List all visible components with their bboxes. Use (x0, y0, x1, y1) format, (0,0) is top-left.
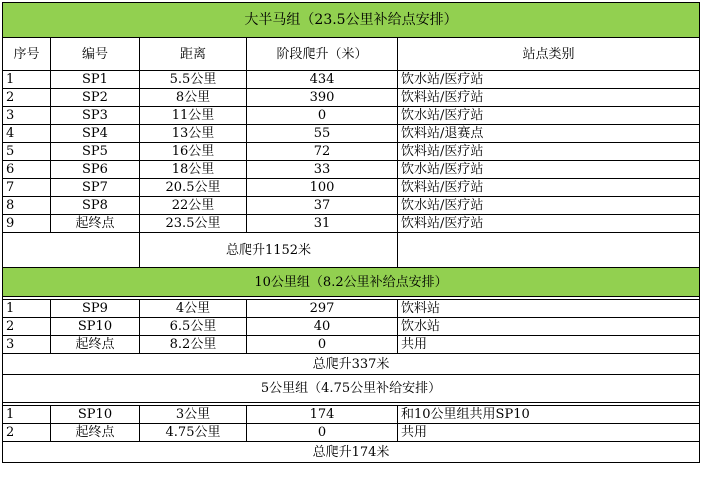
row-no: 1 (3, 300, 51, 318)
row-code: SP3 (51, 107, 140, 125)
row-climb: 390 (247, 89, 398, 107)
row-code: 起终点 (51, 424, 140, 442)
row-no: 9 (3, 215, 51, 233)
row-climb: 100 (247, 179, 398, 197)
row-type: 饮料站 (398, 300, 700, 318)
header-distance: 距离 (140, 38, 247, 71)
row-code: SP5 (51, 143, 140, 161)
section2-title-row (3, 268, 700, 297)
row-no: 4 (3, 125, 51, 143)
table-row (3, 215, 700, 233)
section1-total-blank-right (398, 233, 700, 268)
row-code: SP2 (51, 89, 140, 107)
row-climb: 31 (247, 215, 398, 233)
row-distance: 22公里 (140, 197, 247, 215)
row-climb: 174 (247, 406, 398, 424)
row-distance: 16公里 (140, 143, 247, 161)
section1-total-blank (3, 233, 140, 268)
row-no: 2 (3, 318, 51, 336)
row-no: 8 (3, 197, 51, 215)
row-code: SP7 (51, 179, 140, 197)
row-climb: 0 (247, 107, 398, 125)
table-row (3, 107, 700, 125)
row-climb: 0 (247, 336, 398, 354)
section1-total-row (3, 233, 700, 268)
row-climb: 0 (247, 424, 398, 442)
row-no: 7 (3, 179, 51, 197)
row-distance: 4.75公里 (140, 424, 247, 442)
section3-total: 总爬升174米 (3, 442, 700, 463)
row-no: 1 (3, 406, 51, 424)
row-type: 饮水站 (398, 318, 700, 336)
section3-title: 5公里组（4.75公里补给安排） (3, 375, 700, 403)
row-code: SP6 (51, 161, 140, 179)
supply-station-sheet (2, 2, 699, 463)
row-type: 共用 (398, 336, 700, 354)
column-header-row (3, 38, 700, 71)
row-no: 6 (3, 161, 51, 179)
table-row (3, 179, 700, 197)
row-distance: 5.5公里 (140, 71, 247, 89)
row-distance: 23.5公里 (140, 215, 247, 233)
row-distance: 6.5公里 (140, 318, 247, 336)
row-type: 饮料站/医疗站 (398, 215, 700, 233)
row-distance: 8.2公里 (140, 336, 247, 354)
row-type: 饮料站/医疗站 (398, 179, 700, 197)
row-code: SP9 (51, 300, 140, 318)
row-distance: 20.5公里 (140, 179, 247, 197)
row-no: 3 (3, 107, 51, 125)
table-row (3, 197, 700, 215)
row-distance: 3公里 (140, 406, 247, 424)
row-distance: 8公里 (140, 89, 247, 107)
section1-title: 大半马组（23.5公里补给点安排） (3, 3, 700, 38)
table-row (3, 406, 700, 424)
row-type: 饮料站/医疗站 (398, 89, 700, 107)
section2-total: 总爬升337米 (3, 354, 700, 375)
row-climb: 72 (247, 143, 398, 161)
row-type: 饮水站/医疗站 (398, 107, 700, 125)
row-code: SP4 (51, 125, 140, 143)
table-row (3, 125, 700, 143)
row-code: SP10 (51, 318, 140, 336)
table-row (3, 318, 700, 336)
row-type: 饮料站/医疗站 (398, 143, 700, 161)
section1-total: 总爬升1152米 (140, 233, 398, 268)
row-climb: 297 (247, 300, 398, 318)
row-type: 饮水站/医疗站 (398, 197, 700, 215)
section3-title-row (3, 375, 700, 403)
row-no: 3 (3, 336, 51, 354)
row-distance: 4公里 (140, 300, 247, 318)
row-climb: 55 (247, 125, 398, 143)
row-code: 起终点 (51, 336, 140, 354)
row-distance: 18公里 (140, 161, 247, 179)
table-row (3, 424, 700, 442)
table-row (3, 71, 700, 89)
table-row (3, 89, 700, 107)
row-climb: 33 (247, 161, 398, 179)
row-type: 饮水站/医疗站 (398, 71, 700, 89)
row-code: 起终点 (51, 215, 140, 233)
row-climb: 434 (247, 71, 398, 89)
row-no: 2 (3, 89, 51, 107)
row-no: 1 (3, 71, 51, 89)
supply-station-table (2, 2, 700, 463)
section1-title-row (3, 3, 700, 38)
table-row (3, 300, 700, 318)
section2-title: 10公里组（8.2公里补给点安排） (3, 268, 700, 297)
header-code: 编号 (51, 38, 140, 71)
row-type: 和10公里组共用SP10 (398, 406, 700, 424)
header-station-type: 站点类别 (398, 38, 700, 71)
section2-total-row (3, 354, 700, 375)
header-no: 序号 (3, 38, 51, 71)
row-type: 饮料站/退赛点 (398, 125, 700, 143)
row-code: SP10 (51, 406, 140, 424)
row-type: 饮水站/医疗站 (398, 161, 700, 179)
row-no: 5 (3, 143, 51, 161)
row-distance: 11公里 (140, 107, 247, 125)
row-climb: 37 (247, 197, 398, 215)
table-row (3, 336, 700, 354)
header-climb: 阶段爬升（米） (247, 38, 398, 71)
table-row (3, 143, 700, 161)
section3-total-row (3, 442, 700, 463)
row-no: 2 (3, 424, 51, 442)
row-distance: 13公里 (140, 125, 247, 143)
row-code: SP1 (51, 71, 140, 89)
row-code: SP8 (51, 197, 140, 215)
table-row (3, 161, 700, 179)
row-type: 共用 (398, 424, 700, 442)
row-climb: 40 (247, 318, 398, 336)
